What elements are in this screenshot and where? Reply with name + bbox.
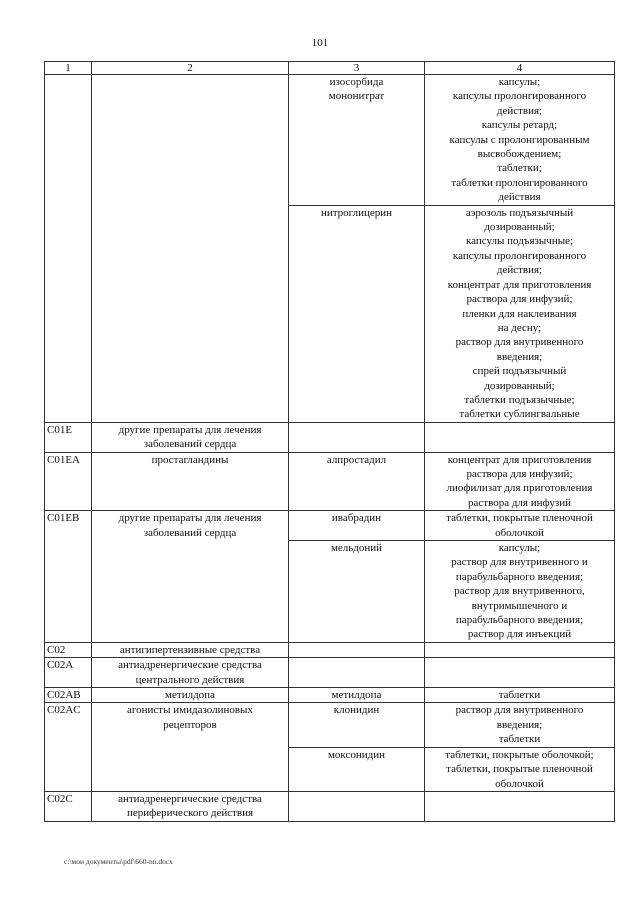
atc-code-cell	[45, 75, 92, 423]
page-number: 101	[311, 37, 329, 49]
drug-name-cell: изосорбида мононитрат	[289, 75, 425, 206]
atc-code-cell: C02	[45, 642, 92, 657]
drug-name-cell	[289, 791, 425, 821]
group-cell: антигипертензивные средства	[92, 642, 289, 657]
dosage-forms-cell	[425, 658, 615, 688]
atc-code-cell: C01E	[45, 422, 92, 452]
group-cell: другие препараты для лечения заболеваний сердца	[92, 422, 289, 452]
group-cell	[92, 75, 289, 423]
drug-name-cell	[289, 658, 425, 688]
group-cell: метилдопа	[92, 688, 289, 703]
dosage-forms-cell: таблетки	[425, 688, 615, 703]
drug-name-cell: нитроглицерин	[289, 205, 425, 422]
drug-name-cell: клонидин	[289, 703, 425, 747]
table-row	[45, 658, 615, 688]
dosage-forms-cell: капсулы; раствор для внутривенного и парабульбарного введения; раствор для внутривенного, внутримышечного и парабульбарного введения; раствор для инъекций	[425, 541, 615, 643]
table-row	[45, 642, 615, 657]
group-cell: простагландины	[92, 452, 289, 511]
group-cell: антиадренергические средства центрального действия	[92, 658, 289, 688]
table-row	[45, 688, 615, 703]
table-header-row	[45, 62, 615, 75]
atc-code-cell: C01EB	[45, 511, 92, 643]
drug-name-cell	[289, 642, 425, 657]
dosage-forms-cell	[425, 642, 615, 657]
table-row	[45, 452, 615, 511]
drug-name-cell	[289, 422, 425, 452]
atc-code-cell: C02C	[45, 791, 92, 821]
dosage-forms-cell: таблетки, покрытые пленочной оболочкой	[425, 511, 615, 541]
column-header: 4	[425, 62, 615, 75]
table-row	[45, 703, 615, 747]
table-row	[45, 422, 615, 452]
atc-code-cell: C02A	[45, 658, 92, 688]
column-header: 2	[92, 62, 289, 75]
dosage-forms-cell: концентрат для приготовления раствора для инфузий; лиофилизат для приготовления раствора для инфузий	[425, 452, 615, 511]
group-cell: другие препараты для лечения заболеваний сердца	[92, 511, 289, 643]
footer-file-path: c:\мои документы\pdf\660-nn.docx	[64, 857, 173, 866]
drug-name-cell: моксонидин	[289, 747, 425, 791]
table-row	[45, 511, 615, 541]
group-cell: агонисты имидазолиновых рецепторов	[92, 703, 289, 791]
table-row	[45, 791, 615, 821]
table-row	[45, 75, 615, 206]
dosage-forms-cell: капсулы; капсулы пролонгированного действия; капсулы ретард; капсулы с пролонгированным высвобождением; таблетки; таблетки пролонгированного действия	[425, 75, 615, 206]
column-header: 3	[289, 62, 425, 75]
drug-name-cell: метилдопа	[289, 688, 425, 703]
atc-code-cell: C02AB	[45, 688, 92, 703]
drug-name-cell: алпростадил	[289, 452, 425, 511]
dosage-forms-cell	[425, 422, 615, 452]
drug-name-cell: ивабрадин	[289, 511, 425, 541]
dosage-forms-cell: раствор для внутривенного введения; таблетки	[425, 703, 615, 747]
group-cell: антиадренергические средства периферического действия	[92, 791, 289, 821]
dosage-forms-cell	[425, 791, 615, 821]
atc-code-cell: C01EA	[45, 452, 92, 511]
column-header: 1	[45, 62, 92, 75]
dosage-forms-cell: таблетки, покрытые оболочкой; таблетки, покрытые пленочной оболочкой	[425, 747, 615, 791]
dosage-forms-cell: аэрозоль подъязычный дозированный; капсулы подъязычные; капсулы пролонгированного действия; концентрат для приготовления раствора для инфузий; пленки для наклеивания на десну; раствор для внутривенного введения; спрей подъязычный дозированный; таблетки подъязычные; таблетки сублингвальные	[425, 205, 615, 422]
drug-name-cell: мельдоний	[289, 541, 425, 643]
atc-code-cell: C02AC	[45, 703, 92, 791]
drug-table	[44, 61, 615, 822]
